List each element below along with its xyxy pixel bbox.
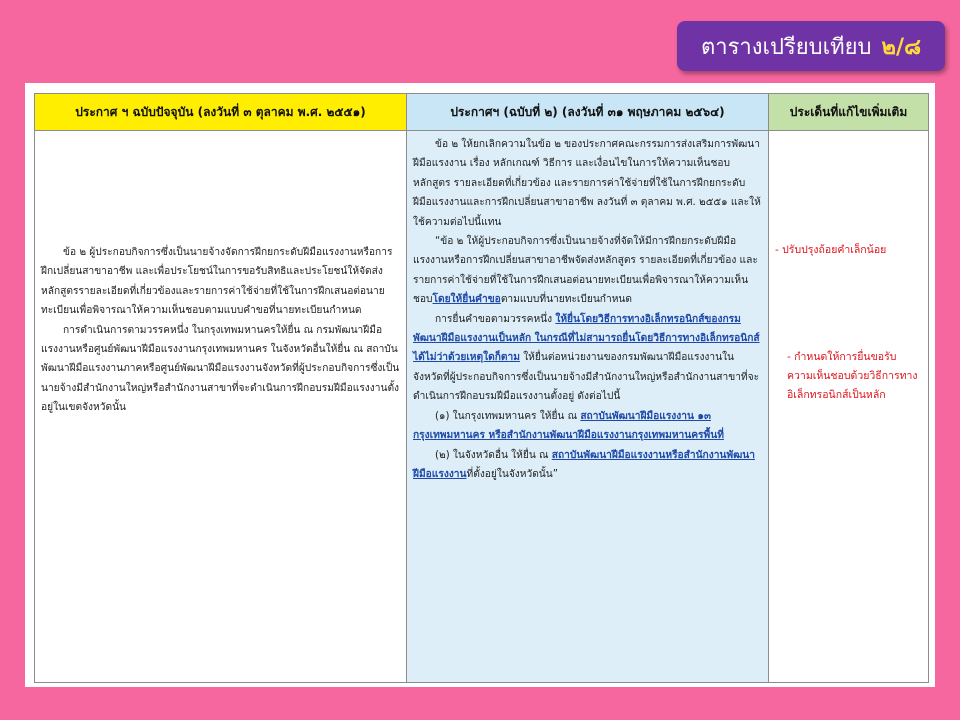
header-amended-announcement: ประกาศฯ (ฉบับที่ ๒) (ลงวันที่ ๓๑ พฤษภาคม ๒๕๖๔) xyxy=(407,94,769,131)
amended-p4-text-a: (๑) ในกรุงเทพมหานคร ให้ยื่น ณ xyxy=(435,410,578,422)
slide-page-number: ๒/๘ xyxy=(881,34,922,60)
comparison-sheet xyxy=(25,83,935,687)
slide-title xyxy=(677,21,945,71)
amendment-points-cell xyxy=(769,131,929,683)
amended-paragraph-2 xyxy=(413,232,762,310)
current-text-cell xyxy=(35,131,407,683)
amended-text-cell xyxy=(407,131,769,683)
amended-paragraph-5 xyxy=(413,446,762,485)
amendment-note-1-text: ปรับปรุงถ้อยคำเล็กน้อย xyxy=(782,244,887,256)
table-header-row xyxy=(35,94,929,131)
amended-paragraph-1: ข้อ ๒ ให้ยกเลิกความในข้อ ๒ ของประกาศคณะกรรมการส่งเสริมการพัฒนาฝีมือแรงงาน เรื่อง หลักเกณฑ์ วิธีการ และเงื่อนไขในการให้ความเห็นชอบหลักสูตร รายละเอียดที่เกี่ยวข้อง และรายการค่าใช้จ่ายที่ใช้ในการฝึกยกระดับฝีมือแรงงานและการฝึกเปลี่ยนสาขาอาชีพ ลงวันที่ ๓ ตุลาคม พ.ศ. ๒๕๕๑ และให้ใช้ความต่อไปนี้แทน xyxy=(413,139,761,228)
header-amendment-points: ประเด็นที่แก้ไขเพิ่มเติม xyxy=(769,94,929,131)
amended-paragraph-4 xyxy=(413,407,762,446)
comparison-table xyxy=(34,93,929,683)
amended-p3-text-a: การยื่นคำขอตามวรรคหนึ่ง xyxy=(435,313,553,325)
amended-p4-underlined: สถาบันพัฒนาฝีมือแรงงาน ๑๓ กรุงเทพมหานคร หรือสำนักงานพัฒนาฝีมือแรงงานกรุงเทพมหานครพื้นที่ xyxy=(413,410,724,442)
amended-paragraph-3 xyxy=(413,310,762,407)
slide-title-text: ตารางเปรียบเทียบ xyxy=(700,34,872,60)
amendment-note-1: - ปรับปรุงถ้อยคำเล็กน้อย xyxy=(775,244,887,256)
amended-p2-underlined: โดยให้ยื่นคำขอ xyxy=(432,294,501,306)
table-row xyxy=(35,131,929,683)
amended-p2-text-a: “ข้อ ๒ ให้ผู้ประกอบกิจการซึ่งเป็นนายจ้างที่จัดให้มีการฝึกยกระดับฝีมือแรงงานหรือการฝึกเปลี่ยนสาขาอาชีพจัดส่งหลักสูตร รายละเอียดที่เกี่ยวข้อง และรายการค่าใช้จ่ายที่ใช้ในการฝึกเสนอต่อนายทะเบียนเพื่อพิจารณาให้ความเห็นชอบ xyxy=(413,236,758,306)
amended-p5-text-b: ที่ตั้งอยู่ในจังหวัดนั้น” xyxy=(466,468,559,480)
current-paragraph-2: การดำเนินการตามวรรคหนึ่ง ในกรุงเทพมหานครให้ยื่น ณ กรมพัฒนาฝีมือแรงงานหรือศูนย์พัฒนาฝีมือแรงงานกรุงเทพมหานคร ในจังหวัดอื่นให้ยื่น ณ สถาบันพัฒนาฝีมือแรงงานภาคหรือศูนย์พัฒนาฝีมือแรงงานจังหวัดที่ผู้ประกอบกิจการซึ่งเป็นนายจ้างมีสำนักงานใหญ่หรือสำนักงานสาขาที่จะดำเนินการฝึกอบรมฝีมือแรงงานตั้งอยู่ในเขตจังหวัดนั้น xyxy=(41,324,400,414)
current-paragraph-1: ข้อ ๒ ผู้ประกอบกิจการซึ่งเป็นนายจ้างจัดการฝึกยกระดับฝีมือแรงงานหรือการฝึกเปลี่ยนสาขาอาชีพ และเพื่อประโยชน์ในการขอรับสิทธิและประโยชน์ให้จัดส่งหลักสูตรรายละเอียดที่เกี่ยวข้องและรายการค่าใช้จ่ายที่ใช้ในการฝึกเสนอต่อนายทะเบียนเพื่อพิจารณาให้ความเห็นชอบตามแบบคำขอที่นายทะเบียนกำหนด xyxy=(41,247,393,317)
header-current-announcement: ประกาศ ฯ ฉบับปัจจุบัน (ลงวันที่ ๓ ตุลาคม พ.ศ. ๒๕๕๑) xyxy=(35,94,407,131)
amended-p2-text-b: ตามแบบที่นายทะเบียนกำหนด xyxy=(500,294,632,306)
amended-p3-underlined: ให้ยื่นโดยวิธีการทางอิเล็กทรอนิกส์ของกรมพัฒนาฝีมือแรงงานเป็นหลัก ในกรณีที่ไม่สามารถยื่นโดยวิธีการทางอิเล็กทรอนิกส์ได้ไม่ว่าด้วยเหตุใดก็ตาม xyxy=(413,313,760,364)
amended-p5-text-a: (๒) ในจังหวัดอื่น ให้ยื่น ณ xyxy=(435,449,549,461)
amended-p5-underlined: สถาบันพัฒนาฝีมือแรงงานหรือสำนักงานพัฒนาฝีมือแรงงาน xyxy=(413,449,755,480)
amendment-note-2: - กำหนดให้การยื่นขอรับความเห็นชอบด้วยวิธีการทางอิเล็กทรอนิกส์เป็นหลัก xyxy=(787,351,918,401)
amendment-note-2-text: กำหนดให้การยื่นขอรับความเห็นชอบด้วยวิธีการทางอิเล็กทรอนิกส์เป็นหลัก xyxy=(787,351,918,401)
amended-p3-text-b: ให้ยื่นต่อหน่วยงานของกรมพัฒนาฝีมือแรงงานในจังหวัดที่ผู้ประกอบกิจการซึ่งเป็นนายจ้างมีสำนักงานใหญ่หรือสำนักงานสาขาที่จะดำเนินการฝึกอบรมฝีมือแรงงานตั้งอยู่ ดังต่อไปนี้ xyxy=(413,352,760,403)
